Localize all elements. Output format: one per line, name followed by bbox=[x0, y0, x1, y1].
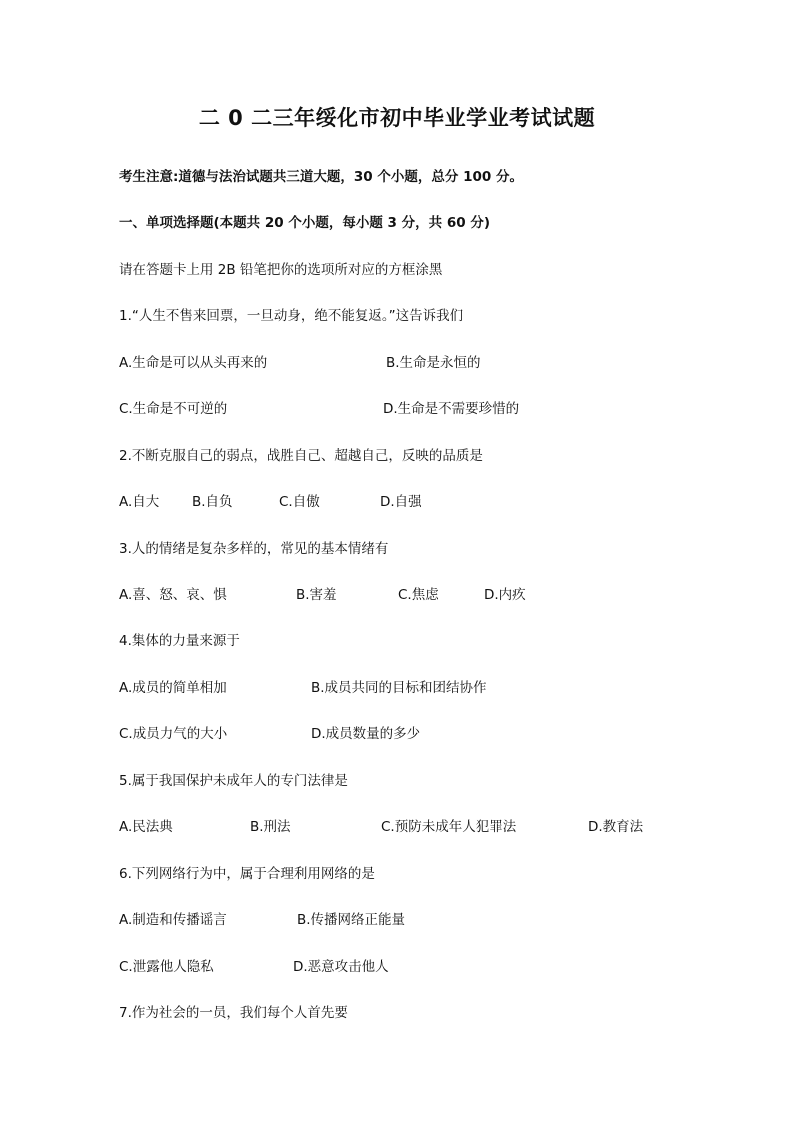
question-stem: 7.作为社会的一员，我们每个人首先要 bbox=[119, 1005, 348, 1021]
option-b: B.传播网络正能量 bbox=[297, 912, 406, 928]
option-b: B.自负 bbox=[192, 494, 233, 510]
option-d: D.教育法 bbox=[588, 819, 644, 835]
option-b: B.生命是永恒的 bbox=[386, 355, 481, 371]
question-stem: 4.集体的力量来源于 bbox=[119, 633, 240, 649]
option-d: D.内疚 bbox=[484, 587, 526, 603]
option-a: A.生命是可以从头再来的 bbox=[119, 355, 268, 371]
option-c: C.成员力气的大小 bbox=[119, 726, 228, 742]
candidate-notice: 考生注意:道德与法治试题共三道大题，30 个小题，总分 100 分。 bbox=[119, 169, 523, 185]
option-c: C.自傲 bbox=[279, 494, 320, 510]
question-stem: 2.不断克服自己的弱点，战胜自己、超越自己，反映的品质是 bbox=[119, 448, 483, 464]
page-title: 二 0 二三年绥化市初中毕业学业考试试题 bbox=[198, 106, 596, 130]
option-a: A.制造和传播谣言 bbox=[119, 912, 227, 928]
question-stem: 3.人的情绪是复杂多样的，常见的基本情绪有 bbox=[119, 541, 389, 557]
option-d: D.生命是不需要珍惜的 bbox=[383, 401, 520, 417]
option-a: A.自大 bbox=[119, 494, 160, 510]
option-c: C.焦虑 bbox=[398, 587, 439, 603]
option-d: D.恶意攻击他人 bbox=[293, 959, 389, 975]
question-stem: 5.属于我国保护未成年人的专门法律是 bbox=[119, 773, 348, 789]
option-b: B.刑法 bbox=[250, 819, 291, 835]
option-c: C.预防未成年人犯罪法 bbox=[381, 819, 517, 835]
option-b: B.害羞 bbox=[296, 587, 337, 603]
option-d: D.自强 bbox=[380, 494, 422, 510]
option-c: C.生命是不可逆的 bbox=[119, 401, 228, 417]
option-a: A.成员的简单相加 bbox=[119, 680, 227, 696]
option-a: A.民法典 bbox=[119, 819, 173, 835]
option-b: B.成员共同的目标和团结协作 bbox=[311, 680, 487, 696]
question-stem: 1.“人生不售来回票，一旦动身，绝不能复返。”这告诉我们 bbox=[119, 308, 464, 324]
section-instruction: 请在答题卡上用 2B 铅笔把你的选项所对应的方框涂黑 bbox=[119, 262, 443, 278]
option-c: C.泄露他人隐私 bbox=[119, 959, 214, 975]
question-stem: 6.下列网络行为中，属于合理利用网络的是 bbox=[119, 866, 375, 882]
option-d: D.成员数量的多少 bbox=[311, 726, 421, 742]
section-heading: 一、单项选择题(本题共 20 个小题，每小题 3 分，共 60 分) bbox=[119, 215, 491, 231]
option-a: A.喜、怒、哀、惧 bbox=[119, 587, 227, 603]
